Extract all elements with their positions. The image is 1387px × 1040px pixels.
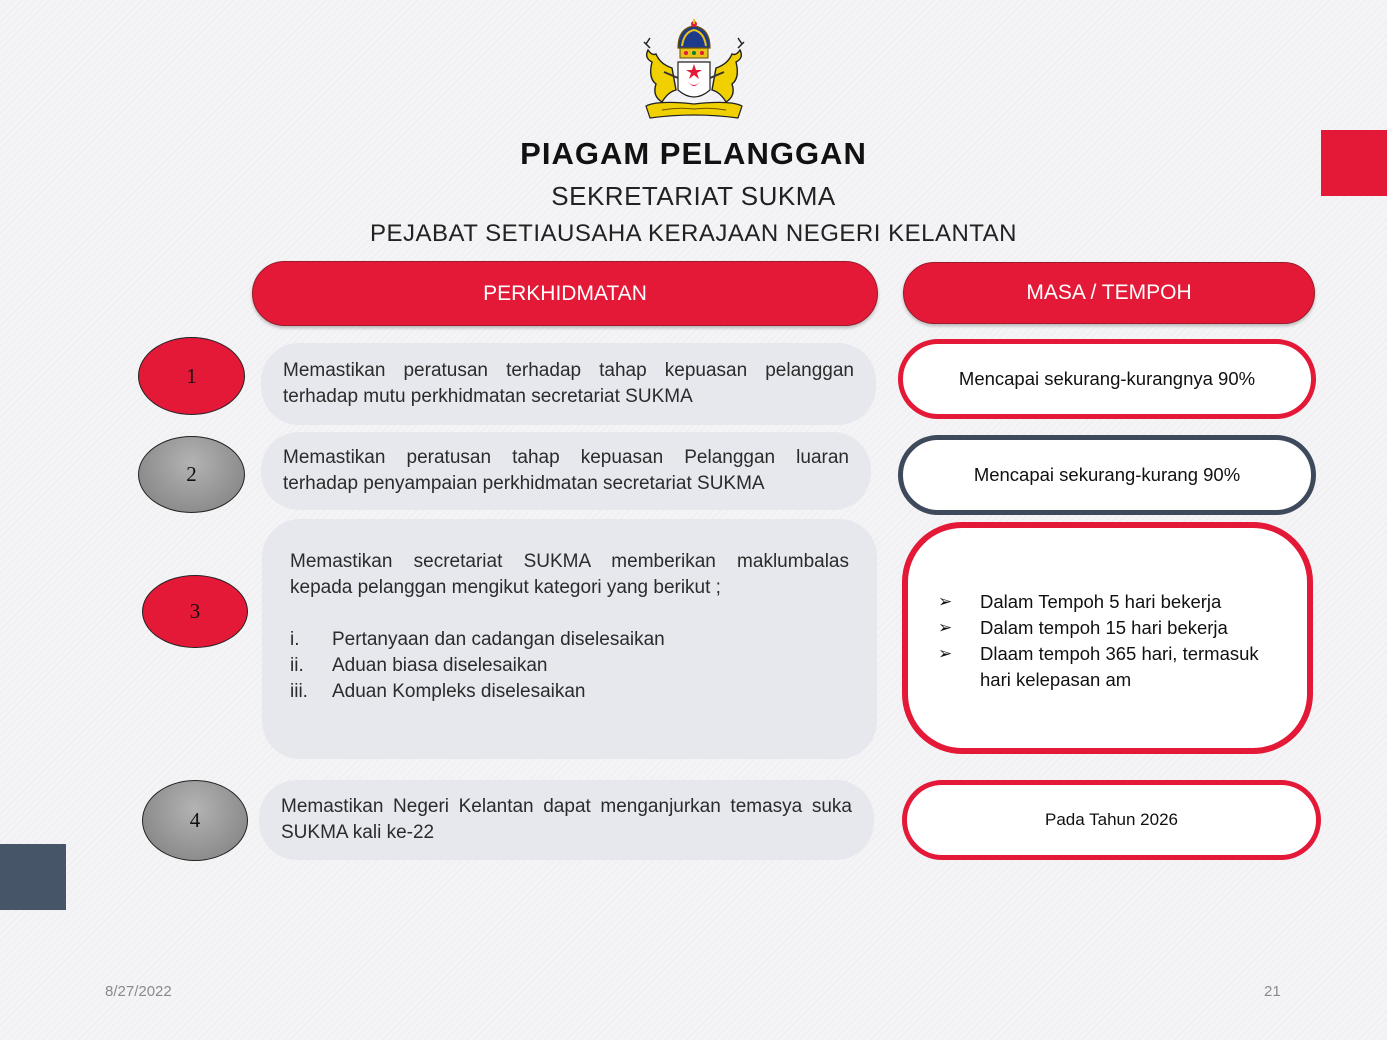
row-number: 4 [189, 808, 201, 832]
list-item-text: Dalam tempoh 15 hari bekerja [980, 617, 1228, 638]
list-item-text: Aduan biasa diselesaikan [332, 655, 548, 676]
service-item [261, 432, 871, 510]
service-text: Memastikan Negeri Kelantan dapat menganjurkan temasya suka SUKMA kali ke-22 [281, 796, 852, 843]
row-number: 3 [189, 599, 201, 623]
service-sublist [290, 627, 849, 705]
time-text: Mencapai sekurang-kurang 90% [973, 464, 1241, 485]
time-item [902, 780, 1321, 860]
page-number: 21 [1264, 983, 1281, 1000]
row-number-badge [138, 436, 245, 513]
list-item-text: Pertanyaan dan cadangan diselesaikan [332, 629, 665, 650]
list-item [290, 627, 849, 653]
page-subtitle-office: PEJABAT SETIAUSAHA KERAJAAN NEGERI KELANTAN [369, 220, 1017, 247]
list-item-text: Aduan Kompleks diselesaikan [332, 681, 586, 702]
list-item [938, 589, 1277, 615]
column-header-time [903, 262, 1315, 324]
row-number-badge [138, 337, 245, 415]
time-item [898, 435, 1316, 515]
service-text: Memastikan peratusan tahap kepuasan Pelanggan luaran terhadap penyampaian perkhidmatan secretariat SUKMA [283, 447, 849, 494]
column-header-service-label: PERKHIDMATAN [483, 281, 647, 305]
service-text: Memastikan peratusan terhadap tahap kepuasan pelanggan terhadap mutu perkhidmatan secretariat SUKMA [283, 360, 854, 407]
time-bullet-list [938, 589, 1277, 693]
list-marker: iii. [290, 681, 308, 702]
column-header-service [252, 261, 878, 326]
list-item-text: Dalam Tempoh 5 hari bekerja [980, 591, 1222, 612]
list-item [290, 653, 849, 679]
page-title: PIAGAM PELANGGAN [520, 136, 867, 171]
list-item [938, 615, 1277, 641]
list-marker: ii. [290, 655, 304, 676]
footer-date: 8/27/2022 [105, 983, 172, 1000]
time-item [902, 522, 1313, 754]
arrow-bullet-icon: ➢ [938, 592, 953, 611]
list-item [290, 679, 849, 705]
list-item-text: Dlaam tempoh 365 hari, termasuk hari kelepasan am [980, 643, 1259, 690]
row-number: 1 [186, 363, 197, 388]
arrow-bullet-icon: ➢ [938, 644, 953, 663]
row-number-badge [142, 575, 248, 648]
time-item [898, 339, 1316, 419]
time-text: Mencapai sekurang-kurangnya 90% [958, 368, 1256, 389]
row-number-badge [142, 780, 248, 861]
page-subtitle: SEKRETARIAT SUKMA [551, 181, 836, 211]
row-number: 2 [186, 462, 197, 486]
list-item [938, 641, 1277, 693]
arrow-bullet-icon: ➢ [938, 618, 953, 637]
list-marker: i. [290, 629, 300, 650]
service-item [262, 519, 877, 759]
service-item [259, 780, 874, 860]
service-item [261, 343, 876, 425]
time-text: Pada Tahun 2026 [1045, 810, 1178, 829]
column-header-time-label: MASA / TEMPOH [1026, 281, 1192, 304]
decorative-slate-square [0, 844, 66, 910]
kelantan-crest-icon [638, 18, 750, 128]
service-text: Memastikan secretariat SUKMA memberikan maklumbalas kepada pelanggan mengikut kategori yang berikut ; [290, 551, 849, 598]
